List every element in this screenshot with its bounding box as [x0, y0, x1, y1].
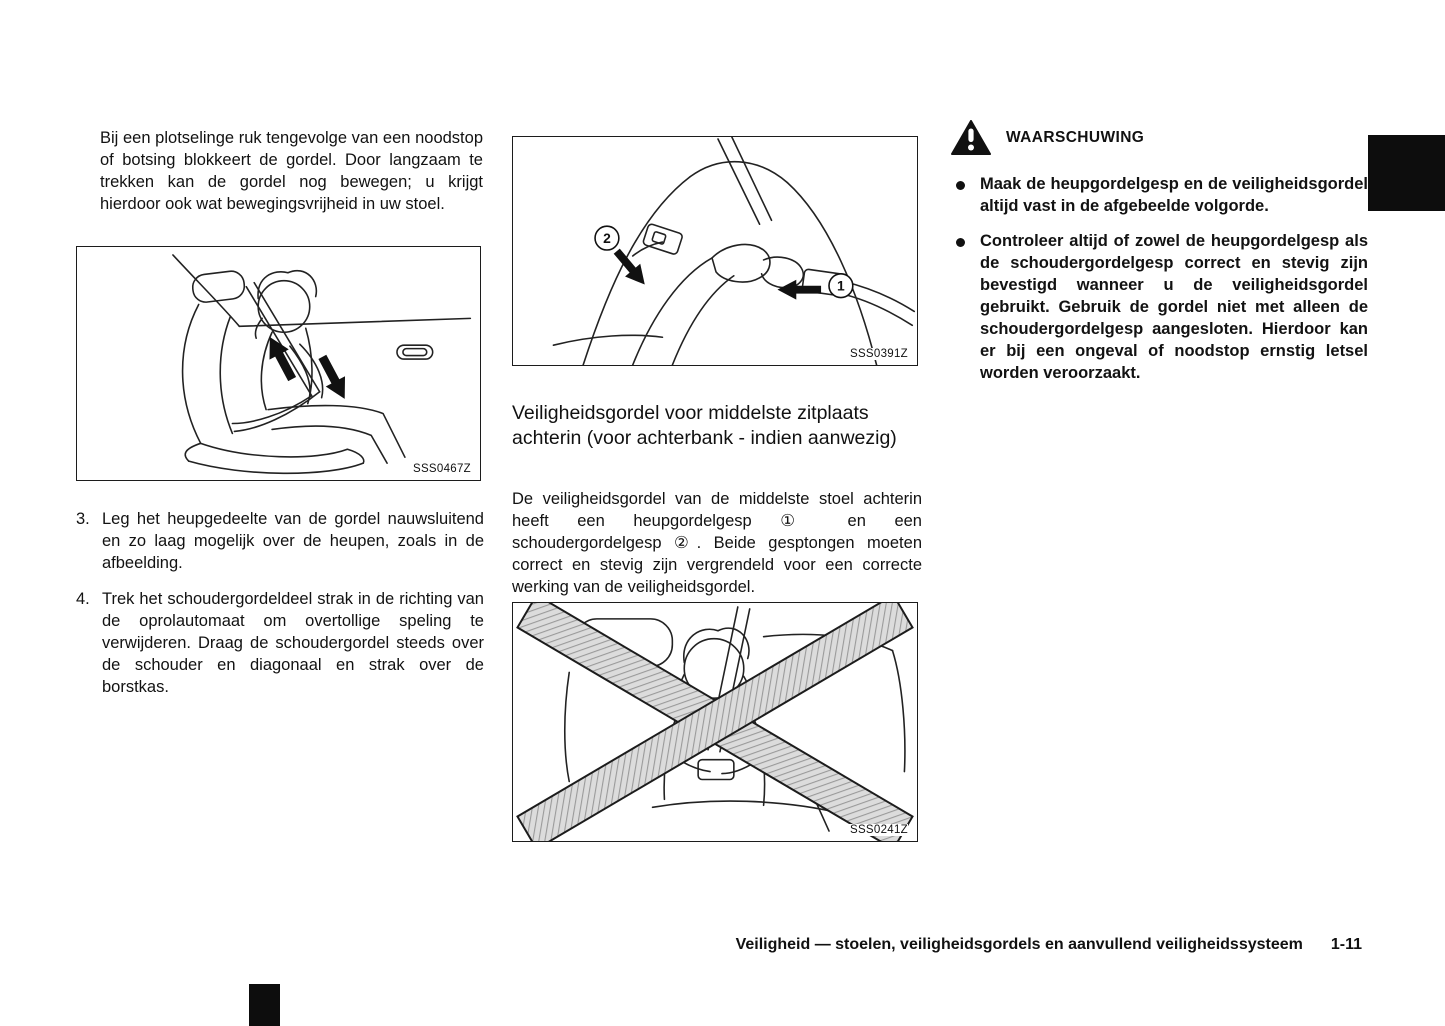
instruction-step [76, 509, 484, 575]
belt-pull-down-arrow [313, 352, 355, 404]
instruction-list [76, 509, 484, 713]
figure-seatbelt-adjust [76, 246, 481, 481]
bullet-dot [956, 181, 965, 190]
warning-list [956, 174, 1368, 397]
step-text: Leg het heupgedeelte van de gordel nauwsluitend en zo laag mogelijk over de heupen, zoals in de afbeelding. [102, 510, 484, 572]
figure-buckle-order [512, 136, 918, 366]
warning-text: Controleer altijd of zowel de heupgordelgesp als de schoudergordelgesp correct en stevig zijn bevestigd wanneer u de veiligheidsgordel gebruikt. Gebruik de gordel niet met alleen de schoudergordelgesp aangesloten. Hierdoor kan er bij een ongeval of noodstop ernstig letsel worden veroorzaakt. [980, 231, 1368, 382]
callout-2-arrow [609, 245, 652, 291]
section-paragraph: De veiligheidsgordel van de middelste stoel achterin heeft een heupgordelgesp ① en een schoudergordelgesp ②. Beide gesptongen moeten correct en stevig zijn vergrendeld voor een correcte werking van de veiligheidsgordel. [512, 490, 922, 596]
step-number: 3. [76, 510, 90, 528]
step-text: Trek het schoudergordeldeel strak in de richting van de oprolautomaat om overtollige speling te verwijderen. Draag de schoudergordel steeds over de schouder en diagonaal en strak over de borstkas. [102, 589, 484, 696]
warning-text: Maak de heupgordelgesp en de veiligheidsgordel altijd vast in de afgebeelde volgorde. [980, 175, 1368, 215]
figure-code-label: SSS0467Z [409, 463, 471, 475]
warning-title: WAARSCHUWING [1006, 129, 1145, 146]
buckle-order-illustration [513, 137, 917, 365]
belt-pull-up-arrow [260, 332, 302, 384]
page-number: 1-11 [1330, 936, 1362, 953]
crossed-out-illustration [513, 603, 917, 841]
intro-paragraph: Bij een plotselinge ruk tengevolge van een noodstop of botsing blokkeert de gordel. Door langzaam te trekken kan de gordel nog bewegen; u krijgt hierdoor ook wat bewegingsvrijheid in uw stoel. [100, 129, 483, 213]
step-number: 4. [76, 589, 90, 608]
warning-item [956, 231, 1368, 385]
warning-item [956, 174, 1368, 218]
figure-code-label: SSS0391Z [846, 348, 908, 360]
warning-header [951, 120, 1144, 156]
section-heading: Veiligheidsgordel voor middelste zitplaats achterin (voor achterbank - indien aanwezig) [512, 402, 897, 449]
bullet-dot [956, 238, 965, 247]
seatbelt-adjust-illustration [77, 247, 480, 480]
callout-2-number: 2 [603, 230, 611, 247]
section-tab-marker [1368, 135, 1445, 211]
print-registration-mark [249, 984, 280, 1026]
page-footer [480, 936, 1362, 954]
figure-code-label: SSS0241Z [846, 824, 908, 836]
footer-title: Veiligheid — stoelen, veiligheidsgordels en aanvullend veiligheidssysteem [735, 936, 1303, 953]
figure-wrong-use-crossed [512, 602, 918, 842]
callout-1-number: 1 [837, 277, 845, 294]
instruction-step [76, 589, 484, 699]
warning-icon [951, 120, 991, 156]
